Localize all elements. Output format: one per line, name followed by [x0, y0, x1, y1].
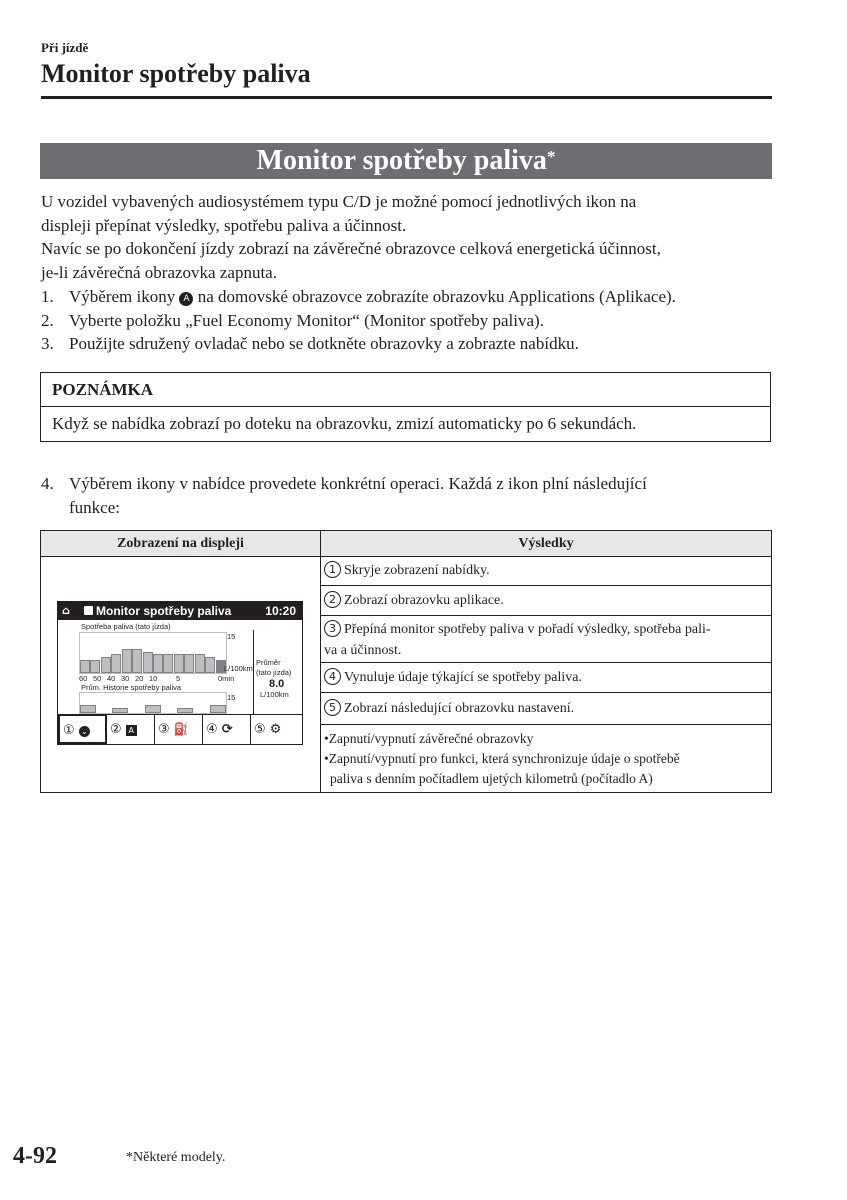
intro-line: U vozidel vybavených audiosystémem typu C/D je možné pomocí jednotlivých ikon na — [41, 192, 637, 211]
bullet-item: •Zapnutí/vypnutí pro funkci, která synchronizuje údaje o spotřebě — [324, 751, 680, 766]
reset-icon: ⟳ — [221, 722, 233, 737]
menu-number: ② — [110, 722, 122, 737]
banner-asterisk: * — [546, 147, 556, 166]
table-row — [321, 616, 771, 663]
chart-bar — [205, 657, 215, 673]
section-title-banner — [40, 143, 772, 179]
chart1-max-tick: 15 — [227, 632, 236, 641]
chart-bar — [143, 652, 153, 673]
average-sublabel: (tato jízda) — [256, 668, 292, 677]
note-heading: POZNÁMKA — [41, 373, 770, 407]
display-screenshot — [57, 601, 303, 745]
row-number: 1 — [324, 561, 341, 578]
row-number: 3 — [324, 620, 341, 637]
bullet-item: •Zapnutí/vypnutí závěrečné obrazovky — [324, 731, 534, 746]
row-number: 5 — [324, 699, 341, 716]
intro-line: displeji přepínat výsledky, spotřebu paliva a účinnost. — [41, 215, 407, 235]
settings-bullets — [321, 725, 771, 792]
hide-menu-button[interactable] — [58, 714, 107, 744]
bullet-item: paliva s denním počítadlem ujetých kilometrů (počítadlo A) — [330, 771, 653, 786]
table-header-results: Výsledky — [321, 531, 771, 557]
screen-time: 10:20 — [265, 604, 296, 618]
screen-divider — [253, 630, 254, 714]
note-text: Když se nabídka zobrazí po doteku na obrazovku, zmizí automaticky po 6 sekundách. — [52, 414, 637, 433]
heading-divider — [41, 96, 772, 99]
chart-bar — [132, 649, 142, 673]
average-label: Průměr — [256, 658, 281, 667]
row-number: 2 — [324, 591, 341, 608]
chart1-unit: L/100km — [224, 664, 253, 673]
history-bar — [112, 708, 128, 713]
x-tick-label: 5 — [176, 674, 181, 683]
chart2-label: Prům. Historie spotřeby paliva — [81, 683, 182, 692]
applications-icon: A — [126, 725, 137, 736]
screen-menu — [58, 714, 302, 745]
table-row — [321, 663, 771, 693]
step-4 — [41, 472, 776, 519]
gear-icon: ⚙ — [269, 722, 282, 737]
step-text: Výběrem ikony — [69, 287, 176, 306]
fuel-pump-icon: ⛽ — [173, 722, 189, 736]
chart-bar — [122, 649, 132, 673]
chart-bar — [111, 654, 121, 673]
chart-bar — [90, 660, 100, 673]
step-number: 4. — [41, 474, 54, 493]
row-text: va a účinnost. — [324, 643, 402, 658]
applications-icon: A — [179, 292, 193, 306]
menu-number: ① — [63, 723, 75, 738]
table-row — [321, 693, 771, 725]
row-text: Skryje zobrazení nabídky. — [344, 563, 490, 578]
step-1 — [41, 285, 776, 309]
chart-bar — [174, 654, 184, 673]
page-heading: Monitor spotřeby paliva — [41, 59, 311, 88]
menu-number: ⑤ — [254, 722, 266, 737]
fuel-consumption-chart — [79, 632, 227, 674]
x-tick-label: 50 — [93, 674, 102, 683]
note-box — [40, 372, 771, 442]
chevron-down-icon: ⌄ — [79, 726, 90, 737]
screen-title: Monitor spotřeby paliva — [96, 604, 232, 618]
step-number: 3. — [41, 334, 54, 353]
menu-number: ④ — [206, 722, 218, 737]
table-row — [321, 586, 771, 616]
step-text: funkce: — [69, 497, 120, 517]
chart-bar — [184, 654, 194, 673]
settings-button[interactable] — [251, 715, 302, 744]
step-text: Použijte sdružený ovladač nebo se dotkněte obrazovky a zobrazte nabídku. — [69, 334, 579, 353]
chart-bar — [195, 654, 205, 673]
switch-view-button[interactable] — [155, 715, 203, 744]
row-text: Zobrazí obrazovku aplikace. — [344, 593, 504, 608]
table-header-display: Zobrazení na displeji — [41, 531, 320, 557]
history-bar — [177, 708, 193, 713]
step-number: 1. — [41, 287, 54, 306]
x-tick-label: 10 — [149, 674, 158, 683]
functions-table — [40, 530, 772, 793]
average-value: 8.0 — [269, 678, 285, 690]
history-chart — [79, 692, 227, 714]
chart1-label: Spotřeba paliva (tato jízda) — [81, 622, 171, 631]
step-number: 2. — [41, 311, 54, 330]
x-tick-label: 0min — [218, 674, 235, 683]
applications-icon — [84, 606, 93, 615]
history-bar — [80, 705, 96, 713]
footnote: *Některé modely. — [126, 1150, 226, 1165]
menu-number: ③ — [158, 722, 170, 737]
applications-button[interactable] — [107, 715, 155, 744]
history-bar — [210, 705, 226, 713]
banner-title: Monitor spotřeby paliva — [256, 145, 547, 176]
intro-paragraph-2 — [41, 237, 776, 284]
row-text: Přepíná monitor spotřeby paliva v pořadí výsledky, spotřeba pali- — [344, 622, 711, 637]
chart-bar — [163, 654, 173, 673]
row-number: 4 — [324, 668, 341, 685]
chart2-max-tick: 15 — [227, 693, 236, 702]
home-icon: ⌂ — [62, 604, 70, 617]
intro-line: Navíc se po dokončení jízdy zobrazí na závěrečné obrazovce celková energetická účinnost, — [41, 239, 661, 258]
row-text: Vynuluje údaje týkající se spotřeby paliva. — [344, 670, 582, 685]
x-tick-label: 30 — [121, 674, 130, 683]
screen-title-bar — [58, 602, 302, 620]
x-tick-label: 60 — [79, 674, 88, 683]
history-bar — [145, 705, 161, 713]
chart-bar — [101, 657, 111, 673]
step-3 — [41, 332, 776, 356]
x-tick-label: 40 — [107, 674, 116, 683]
intro-paragraph-1 — [41, 190, 776, 237]
step-2 — [41, 309, 776, 333]
step-text: Výběrem ikony v nabídce provedete konkrétní operaci. Každá z ikon plní následující — [69, 474, 647, 493]
step-text: Vyberte položku „Fuel Economy Monitor“ (Monitor spotřeby paliva). — [69, 311, 544, 330]
average-unit: L/100km — [260, 690, 289, 699]
intro-line: je-li závěrečná obrazovka zapnuta. — [41, 262, 277, 282]
page-number: 4-92 — [13, 1143, 57, 1169]
chart-bar — [153, 654, 163, 673]
table-row — [321, 556, 771, 586]
step-text: na domovské obrazovce zobrazíte obrazovku Applications (Aplikace). — [197, 287, 676, 306]
chart-bar — [80, 660, 90, 673]
row-text: Zobrazí následující obrazovku nastavení. — [344, 701, 575, 716]
section-label: Při jízdě — [41, 40, 89, 55]
reset-button[interactable] — [203, 715, 251, 744]
x-tick-label: 20 — [135, 674, 144, 683]
